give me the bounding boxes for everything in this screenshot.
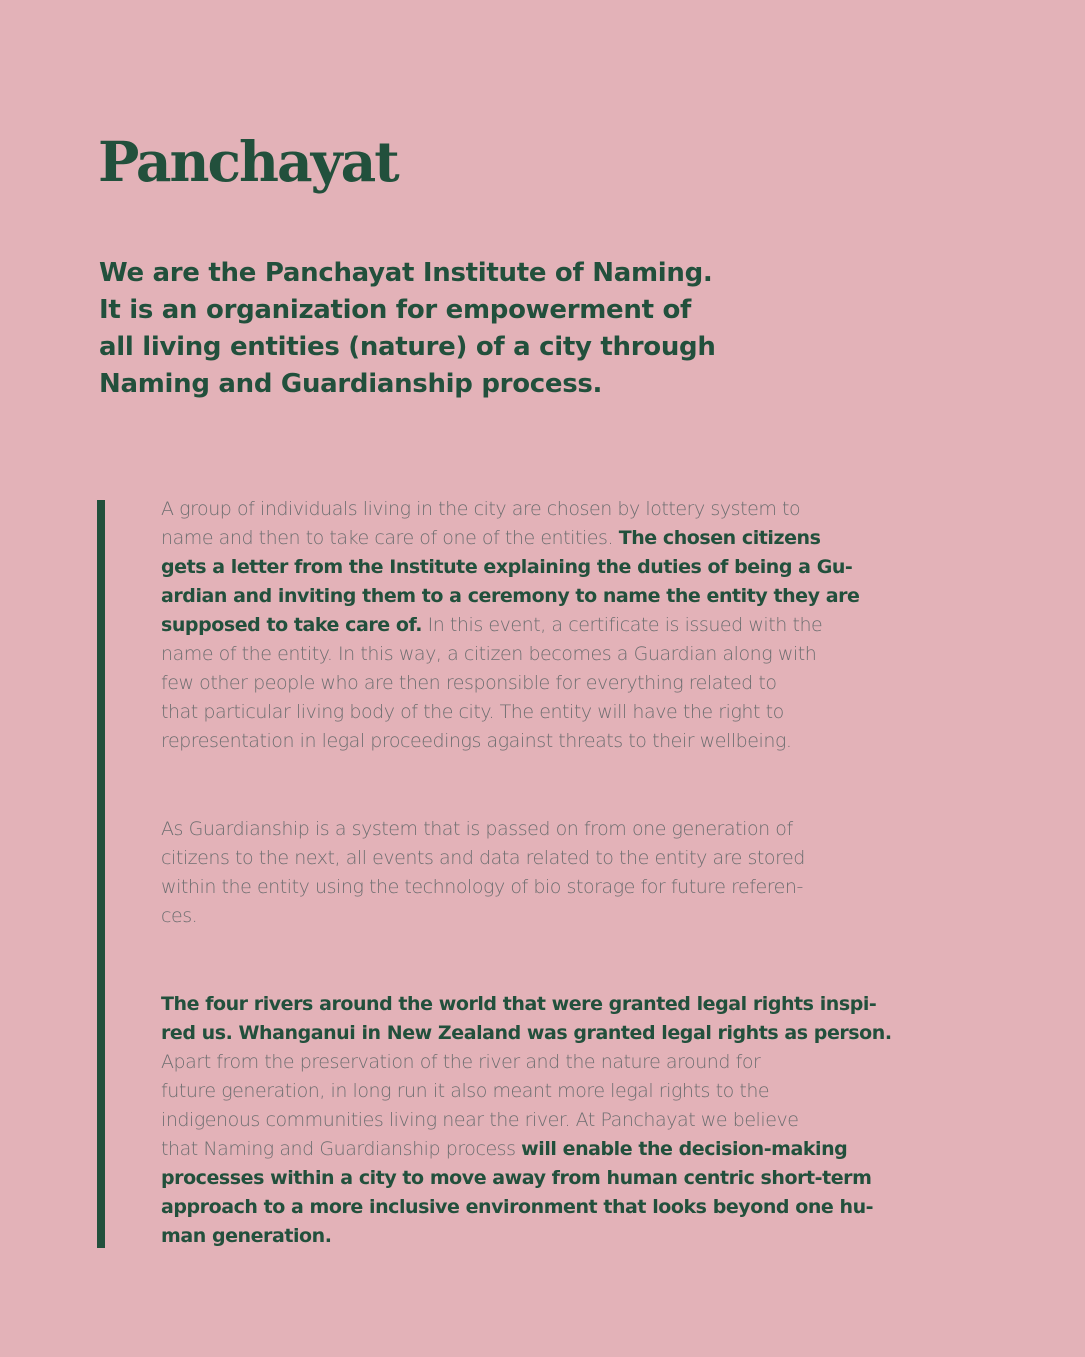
emphasis-text: red us. Whanganui in New Zealand was granted legal rights as person. <box>161 1022 892 1044</box>
paragraph-line <box>161 611 859 640</box>
emphasis-text: supposed to take care of. <box>161 614 422 636</box>
logo-wordmark: Panchayat <box>98 129 398 194</box>
emphasis-text: man generation. <box>161 1225 332 1247</box>
paragraph-guardian-selection <box>161 495 859 756</box>
paragraph-line <box>161 990 892 1019</box>
paragraph-bio-storage <box>161 815 805 931</box>
paragraph-line: future generation, in long run it also meant more legal rights to the <box>161 1080 770 1102</box>
emphasis-text: The chosen citizens <box>618 527 821 549</box>
emphasis-text: gets a letter from the Institute explaining the duties of being a Gu- <box>161 556 853 578</box>
paragraph-line: name of the entity. In this way, a citizen becomes a Guardian along with <box>161 643 817 665</box>
paragraph-line: citizens to the next, all events and data related to the entity are stored <box>161 847 805 869</box>
vertical-accent-rule <box>97 500 105 1248</box>
text-run: In this event, a certificate is issued with the <box>422 614 823 636</box>
paragraph-line: ces. <box>161 905 198 927</box>
emphasis-text: processes within a city to move away from human centric short-term <box>161 1167 872 1189</box>
intro-line: all living entities (nature) of a city through <box>99 332 716 362</box>
paragraph-line: within the entity using the technology of bio storage for future referen- <box>161 876 803 898</box>
paragraph-line: that particular living body of the city. The entity will have the right to <box>161 701 784 723</box>
paragraph-line <box>161 582 859 611</box>
intro-line: Naming and Guardianship process. <box>99 369 603 399</box>
paragraph-line <box>161 553 859 582</box>
paragraph-line: few other people who are then responsible for everything related to <box>161 672 777 694</box>
text-run: name and then to take care of one of the entities. <box>161 527 619 549</box>
paragraph-line <box>161 1193 892 1222</box>
intro-line: We are the Panchayat Institute of Naming. <box>99 258 713 288</box>
emphasis-text: ardian and inviting them to a ceremony to name the entity they are <box>161 585 860 607</box>
paragraph-line <box>161 1135 892 1164</box>
paragraph-line <box>161 524 859 553</box>
paragraph-line: Apart from the preservation of the river and the nature around for <box>161 1051 761 1073</box>
paragraph-line <box>161 1019 892 1048</box>
paragraph-line <box>161 1222 892 1251</box>
intro-statement <box>99 255 749 403</box>
paragraph-line: A group of individuals living in the city are chosen by lottery system to <box>161 498 801 520</box>
emphasis-text: will enable the decision-making <box>521 1138 848 1160</box>
paragraph-line <box>161 1164 892 1193</box>
emphasis-text: The four rivers around the world that were granted legal rights inspi- <box>161 993 877 1015</box>
paragraph-line: indigenous communities living near the river. At Panchayat we believe <box>161 1109 799 1131</box>
intro-line: It is an organization for empowerment of <box>99 295 692 325</box>
paragraph-rivers-inspiration <box>161 990 892 1251</box>
emphasis-text: approach to a more inclusive environment that looks beyond one hu- <box>161 1196 874 1218</box>
text-run: that Naming and Guardianship process <box>161 1138 522 1160</box>
paragraph-line: As Guardianship is a system that is passed on from one generation of <box>161 818 793 840</box>
paragraph-line: representation in legal proceedings against threats to their wellbeing. <box>161 730 792 752</box>
